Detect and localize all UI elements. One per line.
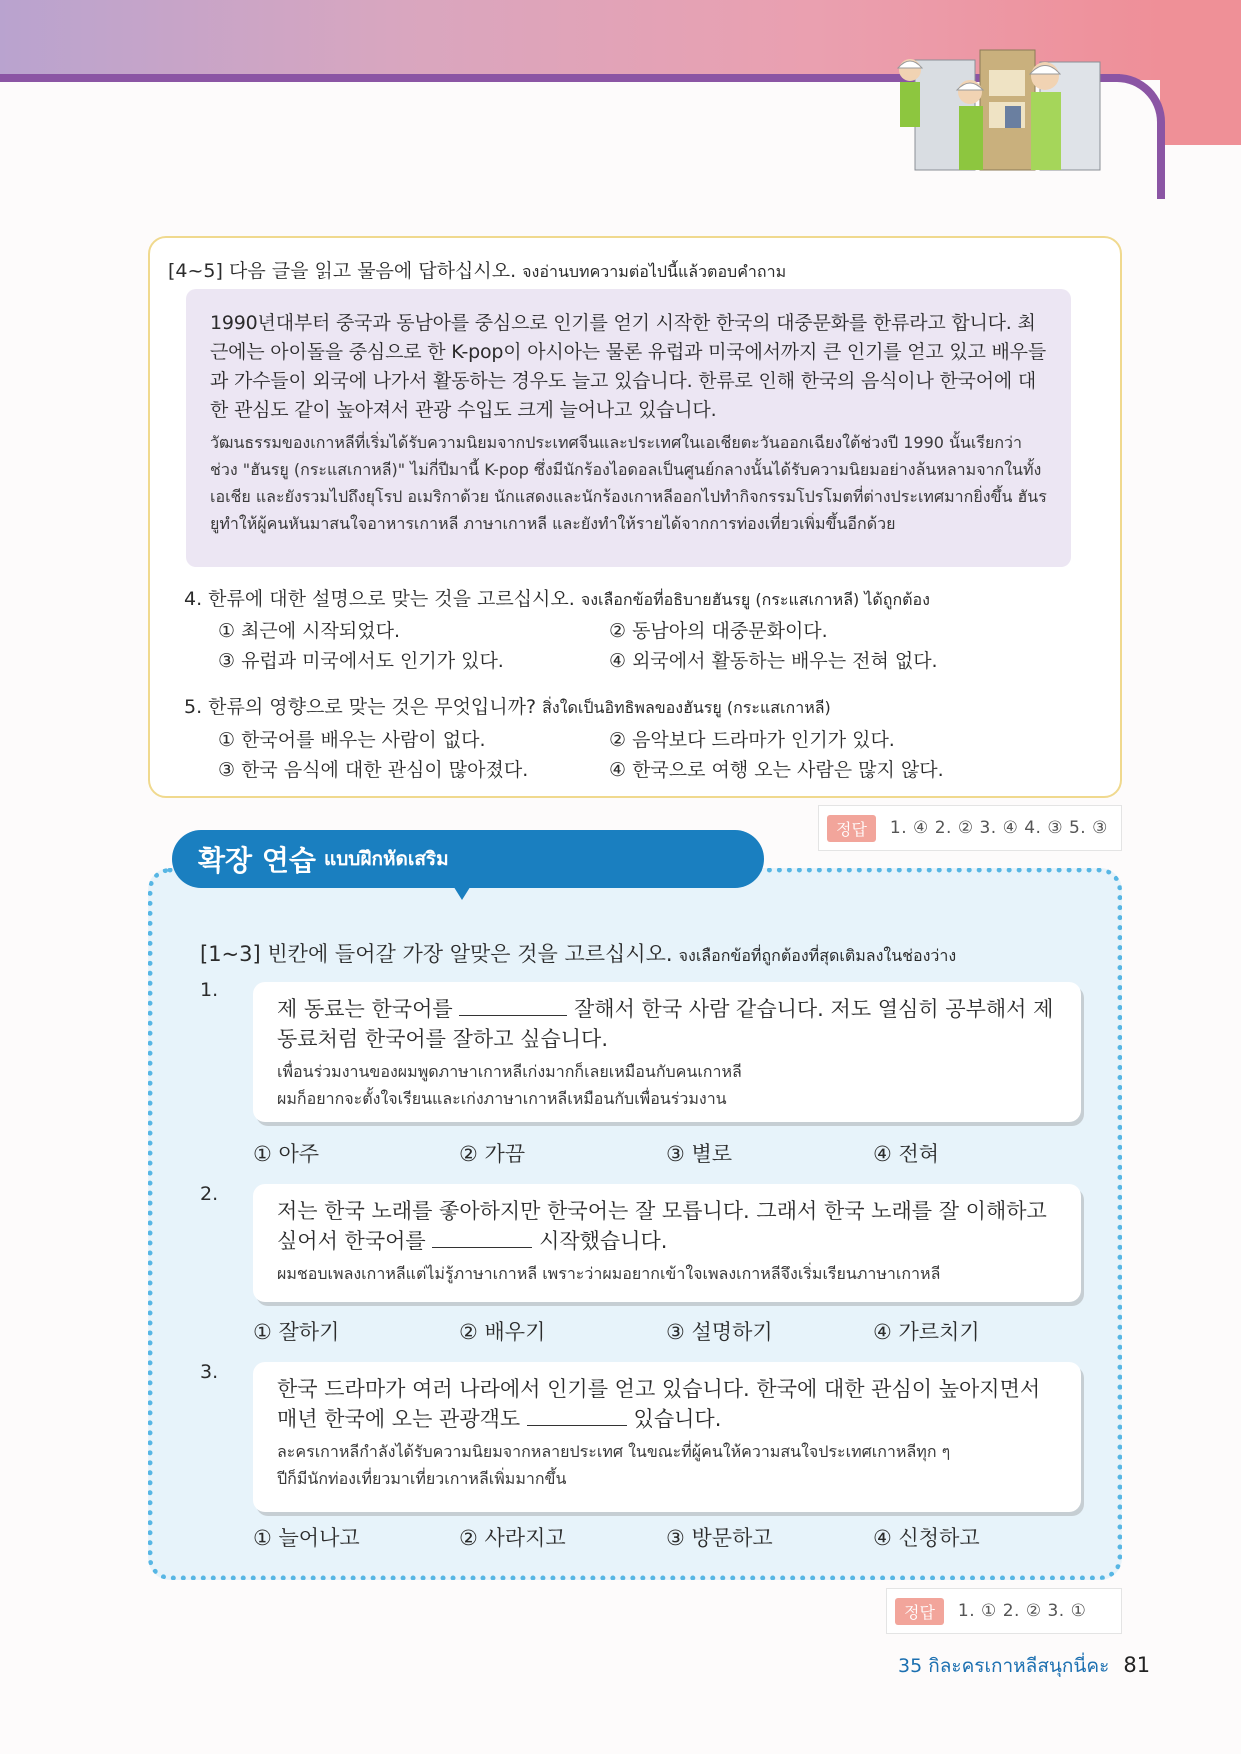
page-footer [898,1651,1150,1681]
q5-option-4[interactable]: ④ 한국으로 여행 오는 사람은 많지 않다. [609,759,944,781]
passage-korean: 1990년대부터 중국과 동남아를 중심으로 인기를 얻기 시작한 한국의 대중문화를 한류라고 합니다. 최근에는 아이돌을 중심으로 한 K-pop이 아시아는 물론 유럽과 미국에서까지 큰 인기를 얻고 있고 배우들과 가수들이 외국에 나가서 활동하는 경우도 늘고 있습니다. 한류로 인해 한국의 음식이나 한국어에 대한 관심도 같이 높아져서 관광 수입도 크게 늘어나고 있습니다. [210,312,1046,421]
blank-3[interactable] [527,1407,627,1426]
q3-option-4[interactable]: ④ 신청하고 [873,1526,980,1550]
extension-title-thai: แบบฝึกหัดเสริม [323,848,449,870]
q5-option-2[interactable]: ② 음악보다 드라마가 인기가 있다. [609,729,895,751]
question-3-thai-2: ปีก็มีนักท่องเที่ยวมาเที่ยวเกาหลีเพิ่มมากขึ้น [277,1469,567,1488]
q4-option-4[interactable]: ④ 외국에서 활동하는 배우는 전혀 없다. [609,650,938,672]
reading-passage [186,289,1071,567]
q2-option-1[interactable]: ① 잘하기 [253,1320,340,1344]
question-1-thai-2: ผมก็อยากจะตั้งใจเรียนและเก่งภาษาเกาหลีเหมือนกับเพื่อนร่วมงาน [277,1089,727,1108]
extension-title-tab [172,830,764,888]
answer-text: 1. ④ 2. ② 3. ④ 4. ③ 5. ③ [889,818,1108,838]
question-1-card [253,982,1081,1122]
q1-option-1[interactable]: ① 아주 [253,1142,320,1166]
q4-option-3[interactable]: ③ 유럽과 미국에서도 인기가 있다. [218,650,504,672]
q2-option-2[interactable]: ② 배우기 [459,1320,546,1344]
q5-option-3[interactable]: ③ 한국 음식에 대한 관심이 많아졌다. [218,759,529,781]
question-3-card [253,1362,1081,1512]
question-number-3: 3. [200,1361,219,1383]
q1-option-4[interactable]: ④ 전혀 [873,1142,940,1166]
answer-label: 정답 [827,815,876,842]
question-1-thai-1: เพื่อนร่วมงานของผมพูดภาษาเกาหลีเก่งมากก็เลยเหมือนกับคนเกาหลี [277,1062,742,1081]
workers-illustration [885,40,1105,190]
answer-label: 정답 [895,1598,944,1625]
question-number-2: 2. [200,1183,219,1205]
passage-thai: วัฒนธรรมของเกาหลีที่เริ่มได้รับความนิยมจากประเทศจีนและประเทศในเอเชียตะวันออกเฉียงใต้ช่วงปี 1990 นั้นเรียกว่าช่วง "ฮันรยู (กระแสเกาหลี)" ไม่กี่ปีมานี้ K-pop ซึ่งมีนักร้องไอดอลเป็นศูนย์กลางนั้นได้รับความนิยมอย่างล้นหลามจากในทั้งเอเชีย และยังรวมไปถึงยุโรป อเมริกาด้วย นักแสดงและนักร้องเกาหลีออกไปทำกิจกรรมโปรโมตที่ต่างประเทศมากยิ่งขึ้น ฮันรยูทำให้ผู้คนหันมาสนใจอาหารเกาหลี ภาษาเกาหลี และยังทำให้รายได้จากการท่องเที่ยวเพิ่มขึ้นอีกด้วย [210,433,1047,533]
q2-option-4[interactable]: ④ 가르치기 [873,1320,980,1344]
q4-option-1[interactable]: ① 최근에 시작되었다. [218,620,400,642]
question-2-text: 저는 한국 노래를 좋아하지만 한국어는 잘 모릅니다. 그래서 한국 노래를 잘 이해하고 싶어서 한국어를 시작했습니다. [277,1199,1047,1253]
q1-option-3[interactable]: ③ 별로 [666,1142,733,1166]
blank-1[interactable] [459,997,567,1016]
tab-pointer [452,884,472,900]
extension-title: 확장 연습 [198,844,316,877]
q1-option-2[interactable]: ② 가끔 [459,1142,526,1166]
reading-instruction: [4~5] 다음 글을 읽고 물음에 답하십시오. จงอ่านบทความต่อไปนี้แล้วตอบคำถาม [168,260,787,282]
question-3-thai-1: ละครเกาหลีกำลังได้รับความนิยมจากหลายประเทศ ในขณะที่ผู้คนให้ความสนใจประเทศเกาหลีทุก ๆ [277,1442,951,1461]
question-number-1: 1. [200,979,219,1001]
q3-option-3[interactable]: ③ 방문하고 [666,1526,773,1550]
question-1-text: 제 동료는 한국어를 잘해서 한국 사람 같습니다. 저도 열심히 공부해서 제 동료처럼 한국어를 잘하고 싶습니다. [277,997,1054,1051]
extension-answer-key [886,1588,1122,1634]
question-5: 5. 한류의 영향으로 맞는 것은 무엇입니까? สิ่งใดเป็นอิทธิพลของฮันรยู (กระแสเกาหลี) [184,696,831,718]
extension-instruction: [1~3] 빈칸에 들어갈 가장 알맞은 것을 고르십시오. จงเลือกข้อที่ถูกต้องที่สุดเติมลงในช่องว่าง [200,942,957,966]
question-4: 4. 한류에 대한 설명으로 맞는 것을 고르십시오. จงเลือกข้อที่อธิบายฮันรยู (กระแสเกาหลี) ได้ถูกต้อง [184,588,930,610]
chapter-title: 35 กิละครเกาหลีสนุกนี่คะ [898,1655,1110,1677]
question-2-card [253,1184,1081,1302]
answer-text: 1. ① 2. ② 3. ① [957,1601,1087,1621]
page-number: 81 [1123,1653,1151,1677]
question-2-thai: ผมชอบเพลงเกาหลีแต่ไม่รู้ภาษาเกาหลี เพราะว่าผมอยากเข้าใจเพลงเกาหลีจึงเริ่มเรียนภาษาเกาหลี [277,1264,941,1283]
q3-option-2[interactable]: ② 사라지고 [459,1526,566,1550]
q3-option-1[interactable]: ① 늘어나고 [253,1526,360,1550]
q2-option-3[interactable]: ③ 설명하기 [666,1320,773,1344]
reading-answer-key [818,805,1122,851]
header-band-corner [1160,0,1241,145]
q4-option-2[interactable]: ② 동남아의 대중문화이다. [609,620,828,642]
q5-option-1[interactable]: ① 한국어를 배우는 사람이 없다. [218,729,486,751]
blank-2[interactable] [432,1229,532,1248]
question-3-text: 한국 드라마가 여러 나라에서 인기를 얻고 있습니다. 한국에 대한 관심이 높아지면서 매년 한국에 오는 관광객도 있습니다. [277,1377,1041,1431]
